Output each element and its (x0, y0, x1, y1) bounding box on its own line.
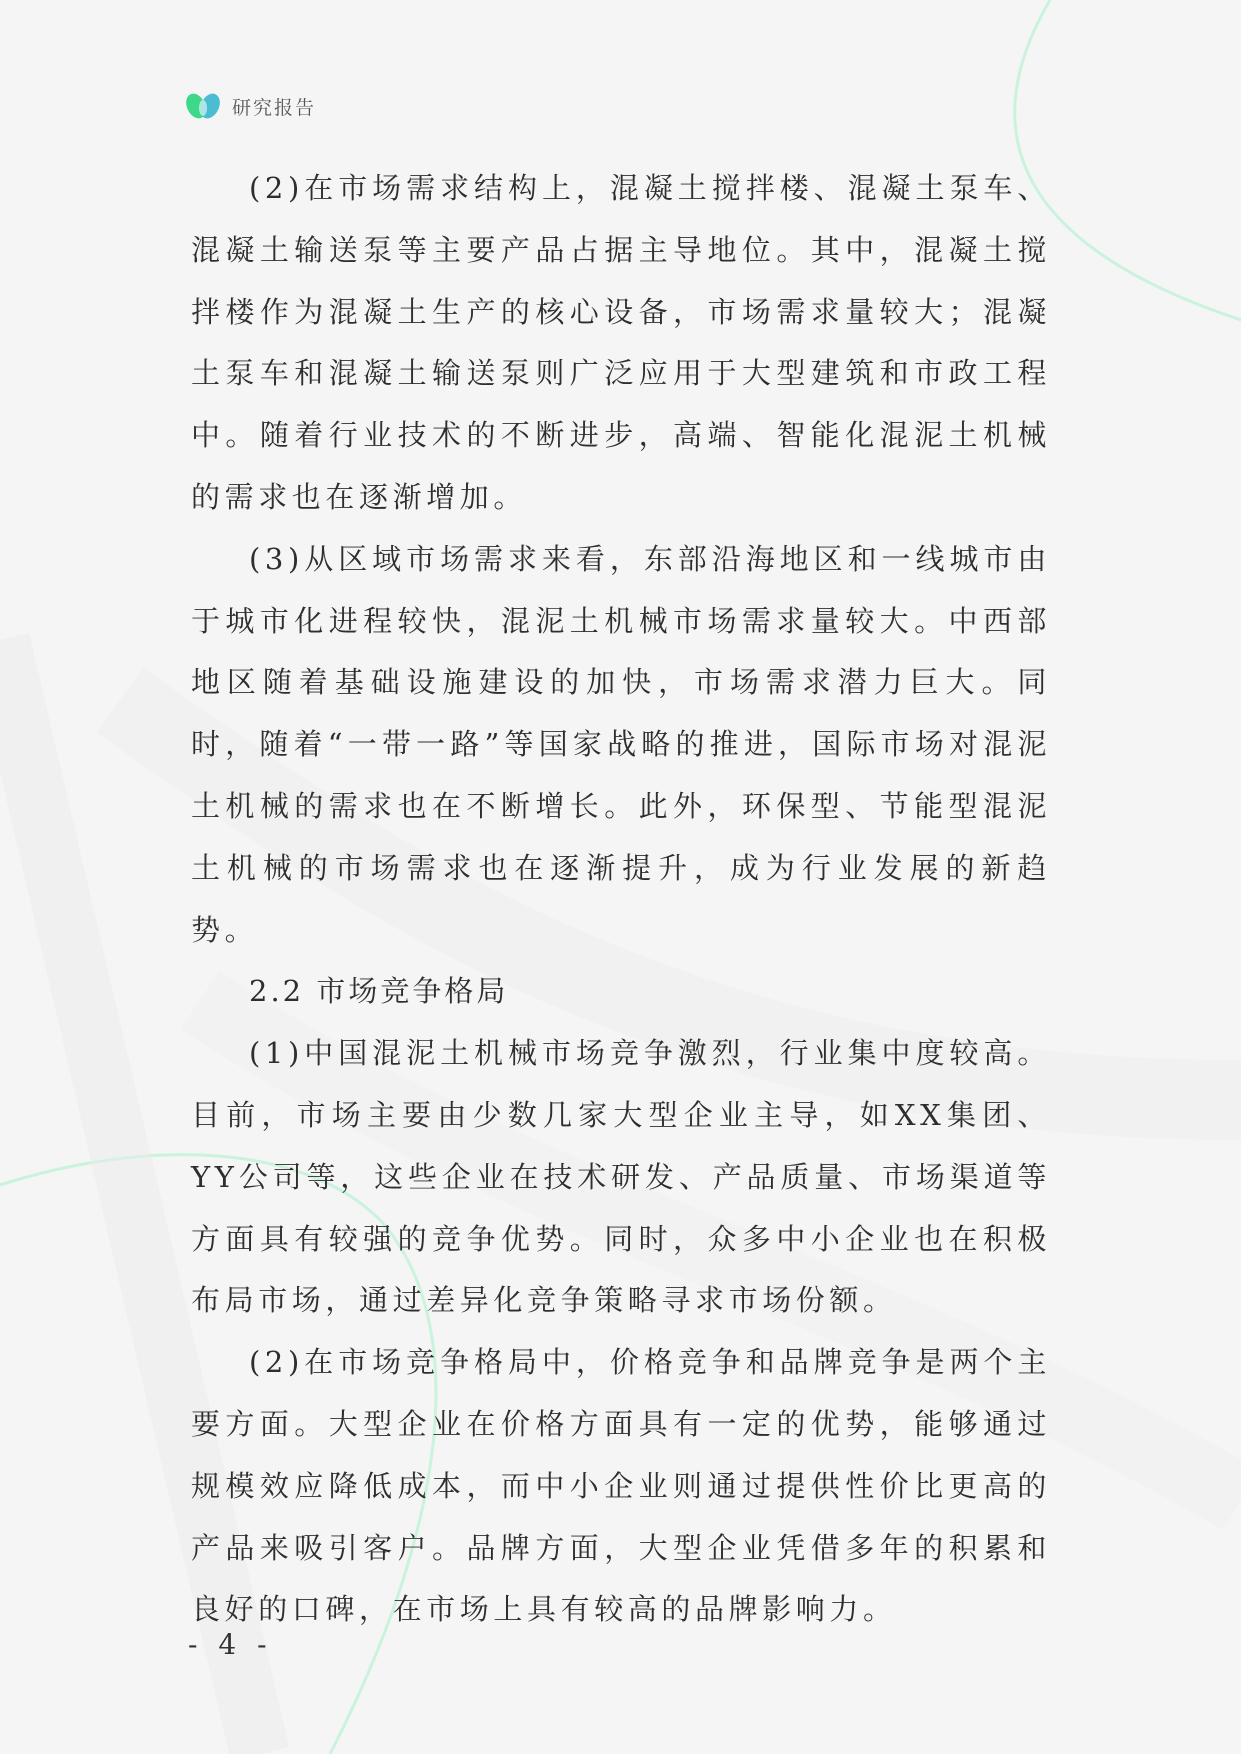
report-header (186, 88, 316, 124)
paragraph: (3)从区域市场需求来看，东部沿海地区和一线城市由于城市化进程较快，混泥土机械市场需求量较大。中西部地区随着基础设施建设的加快，市场需求潜力巨大。同时，随着“一带一路”等国家战略的推进，国际市场对混泥土机械的需求也在不断增长。此外，环保型、节能型混泥土机械的市场需求也在逐渐提升，成为行业发展的新趋势。 (191, 541, 1051, 947)
page-number: - 4 - (188, 1628, 273, 1661)
header-title: 研究报告 (232, 96, 317, 119)
paragraph: (2)在市场需求结构上，混凝土搅拌楼、混凝土泵车、混凝土输送泵等主要产品占据主导地位。其中，混凝土搅拌楼作为混凝土生产的核心设备，市场需求量较大；混凝土泵车和混凝土输送泵则广泛应用于大型建筑和市政工程中。随着行业技术的不断进步，高端、智能化混泥土机械的需求也在逐渐增加。 (191, 171, 1051, 514)
brand-logo-icon (186, 90, 222, 122)
section-heading: 2.2 市场竞争格局 (249, 974, 509, 1009)
document-body (191, 158, 1051, 1641)
paragraph: (1)中国混泥土机械市场竞争激烈，行业集中度较高。目前，市场主要由少数几家大型企业主导，如XX集团、YY公司等，这些企业在技术研发、产品质量、市场渠道等方面具有较强的竞争优势。同时，众多中小企业也在积极布局市场，通过差异化竞争策略寻求市场份额。 (191, 1036, 1051, 1318)
paragraph: (2)在市场竞争格局中，价格竞争和品牌竞争是两个主要方面。大型企业在价格方面具有一定的优势，能够通过规模效应降低成本，而中小企业则通过提供性价比更高的产品来吸引客户。品牌方面，大型企业凭借多年的积累和良好的口碑，在市场上具有较高的品牌影响力。 (191, 1345, 1051, 1627)
